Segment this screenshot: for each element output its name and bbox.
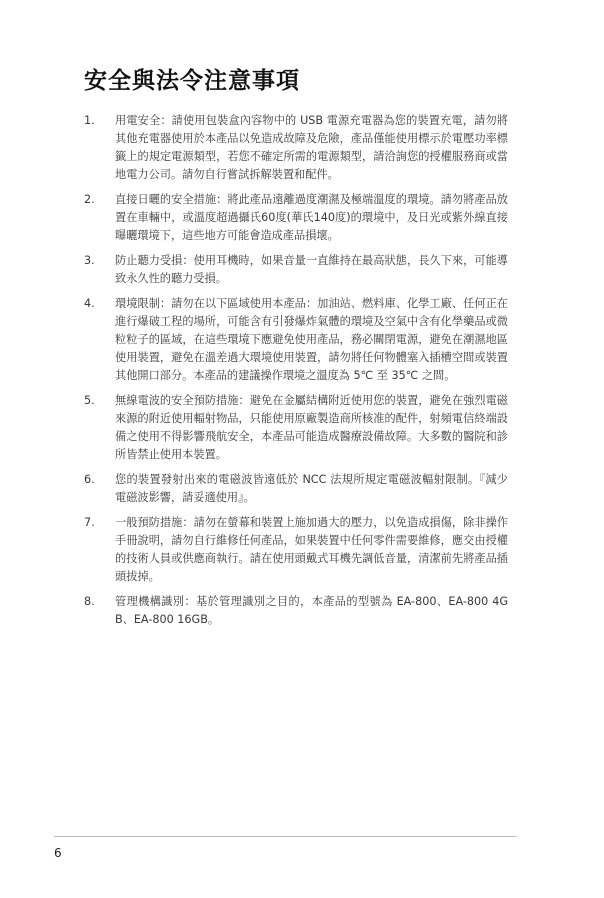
list-item [84, 295, 508, 385]
item-number: 4. [84, 297, 95, 310]
list-item [84, 593, 508, 629]
item-text: 環境限制：請勿在以下區域使用本產品：加油站、燃料庫、化學工廠、任何正在進行爆破工程的場所，可能含有引發爆炸氣體的環境及空氣中含有化學藥品或微粒粒子的區域，在這些環境下應避免使用產品，務必關閉電源，避免在潮濕地區使用裝置，避免在溫差過大環境使用裝置，請勿將任何物體塞入插槽空間或裝置其他開口部分。本產品的建議操作環境之溫度為 5℃ 至 35℃ 之間。 [115, 297, 508, 382]
list-item [84, 191, 508, 245]
item-number: 1. [84, 114, 95, 127]
list-item [84, 392, 508, 464]
item-text: 無線電波的安全預防措施：避免在金屬結構附近使用您的裝置，避免在強烈電磁來源的附近使用輻射物品，只能使用原廠製造商所核准的配件，射頻電信終端設備之使用不得影響飛航安全，本產品可能造成醫療設備故障。大多數的醫院和診所皆禁止使用本裝置。 [115, 394, 508, 461]
item-number: 5. [84, 394, 95, 407]
list-item [84, 252, 508, 288]
item-text: 管理機構識別：基於管理識別之目的，本產品的型號為 EA-800、EA-800 4GB、EA-800 16GB。 [115, 595, 508, 626]
item-text: 一般預防措施：請勿在螢幕和裝置上施加過大的壓力，以免造成損傷，除非操作手冊說明，請勿自行維修任何產品，如果裝置中任何零件需要維修，應交由授權的技術人員或供應商執行。請在使用頭戴式耳機先調低音量，清潔前先將產品插頭拔掉。 [115, 516, 508, 583]
item-text: 用電安全：請使用包裝盒內容物中的 USB 電源充電器為您的裝置充電，請勿將其他充電器使用於本產品以免造成故障及危險，產品僅能使用標示於電壓功率標籤上的規定電源類型，若您不確定所需的電源類型，請洽詢您的授權服務商或當地電力公司。請勿自行嘗試拆解裝置和配件。 [115, 114, 508, 181]
list-item [84, 514, 508, 586]
item-text: 您的裝置發射出來的電磁波皆遠低於 NCC 法規所規定電磁波輻射限制。『減少電磁波影響，請妥適使用』。 [115, 473, 508, 504]
item-number: 3. [84, 254, 95, 267]
page-title: 安全與法令注意事項 [84, 68, 300, 94]
item-number: 6. [84, 473, 95, 486]
notice-list [84, 112, 508, 636]
item-number: 2. [84, 193, 95, 206]
page-number: 6 [54, 846, 62, 860]
item-number: 7. [84, 516, 95, 529]
list-item [84, 112, 508, 184]
item-number: 8. [84, 595, 95, 608]
item-text: 防止聽力受損：使用耳機時，如果音量一直維持在最高狀態，長久下來，可能導致永久性的聽力受損。 [115, 254, 508, 285]
list-item [84, 471, 508, 507]
item-text: 直接日曬的安全措施：將此產品遠離過度潮濕及極端溫度的環境。請勿將產品放置在車輛中，或溫度超過攝氏60度(華氏140度)的環境中，及日光或紫外線直接曝曬環境下，這些地方可能會造成產品損壞。 [115, 193, 508, 242]
footer-divider [54, 836, 517, 837]
